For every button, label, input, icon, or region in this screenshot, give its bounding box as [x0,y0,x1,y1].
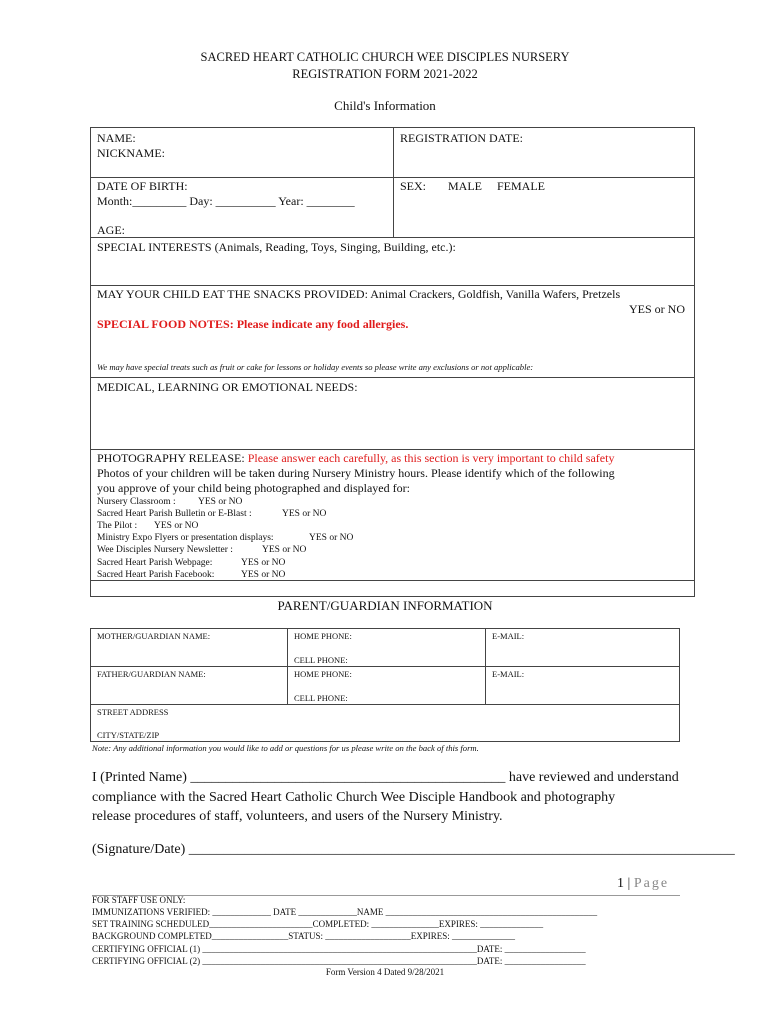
photo-release-heading [97,451,614,466]
snacks-yes-no[interactable]: YES or NO [629,302,685,316]
nickname-field[interactable]: NICKNAME: [97,146,165,160]
age-field[interactable]: AGE: [97,223,125,237]
mother-cell-phone-field[interactable]: CELL PHONE: [294,655,348,665]
sex-female-option[interactable]: FEMALE [497,179,545,193]
row-divider [90,285,695,286]
column-divider [485,628,486,704]
registration-date-field[interactable]: REGISTRATION DATE: [400,131,523,145]
page-separator: | [627,876,631,891]
city-state-zip-field[interactable]: CITY/STATE/ZIP [97,730,160,740]
form-version: Form Version 4 Dated 9/28/2021 [325,967,445,977]
street-address-field[interactable]: STREET ADDRESS [97,707,169,717]
photo-item-answer[interactable]: YES or NO [241,558,286,568]
photo-item: Wee Disciples Nursery Newsletter : [97,545,233,555]
row-divider [90,666,680,667]
printed-name-line[interactable]: I (Printed Name) _____________________________________________ have reviewed and understand [92,770,679,785]
photo-item-answer[interactable]: YES or NO [282,509,327,519]
column-divider [393,127,394,237]
staff-immunizations-line[interactable]: IMMUNIZATIONS VERIFIED: _____________ DATE _____________NAME _______________________________________________ [92,907,598,917]
column-divider [287,628,288,704]
row-divider [90,377,695,378]
mother-home-phone-field[interactable]: HOME PHONE: [294,631,352,641]
photo-item-answer[interactable]: YES or NO [309,533,354,543]
page-word: Page [633,876,670,891]
medical-needs-field[interactable]: MEDICAL, LEARNING OR EMOTIONAL NEEDS: [97,380,358,394]
staff-certifying-official-2[interactable]: CERTIFYING OFFICIAL (2) _____________________________________________________________DATE: __________________ [92,956,586,966]
snacks-question: MAY YOUR CHILD EAT THE SNACKS PROVIDED: Animal Crackers, Goldfish, Vanilla Wafers, Pretzels [97,287,621,301]
father-email-field[interactable]: E-MAIL: [492,669,525,679]
father-home-phone-field[interactable]: HOME PHONE: [294,669,352,679]
photo-item-answer[interactable]: YES or NO [262,545,307,555]
dob-label: DATE OF BIRTH: [97,179,188,193]
photo-item: Sacred Heart Parish Webpage: [97,558,213,568]
section-parent-info: PARENT/GUARDIAN INFORMATION [277,598,493,613]
photo-item: The Pilot : [97,521,138,531]
signature-date-line[interactable]: (Signature/Date) ______________________________________________________________________________ [92,842,735,857]
photo-release-warning: Please answer each carefully, as this section is very important to child safety [247,451,615,465]
photo-release-label: PHOTOGRAPHY RELEASE: [97,451,245,465]
form-title-line2: REGISTRATION FORM 2021-2022 [292,67,478,81]
mother-name-field[interactable]: MOTHER/GUARDIAN NAME: [97,631,211,641]
mother-email-field[interactable]: E-MAIL: [492,631,525,641]
parent-note: Note: Any additional information you would like to add or questions for us please write on the back of this form. [92,743,479,753]
row-divider [90,237,695,238]
row-divider [90,449,695,450]
staff-certifying-official-1[interactable]: CERTIFYING OFFICIAL (1) _____________________________________________________________DATE: __________________ [92,944,586,954]
photo-item: Sacred Heart Parish Bulletin or E-Blast : [97,509,252,519]
page-number-value: 1 [617,876,624,891]
name-field[interactable]: NAME: [97,131,136,145]
special-interests-field[interactable]: SPECIAL INTERESTS (Animals, Reading, Toys, Singing, Building, etc.): [97,240,456,254]
photo-item-answer[interactable]: YES or NO [241,570,286,580]
staff-training-line[interactable]: SET TRAINING SCHEDULED_______________________COMPLETED: _______________EXPIRES: ______________ [92,919,544,929]
staff-use-heading: FOR STAFF USE ONLY: [92,895,186,905]
father-name-field[interactable]: FATHER/GUARDIAN NAME: [97,669,206,679]
photo-item-answer[interactable]: YES or NO [198,497,243,507]
parent-info-table [90,628,680,742]
sex-label: SEX: [400,179,427,193]
agreement-text-2: compliance with the Sacred Heart Catholic Church Wee Disciple Handbook and photography [92,790,616,805]
photo-release-text-1: Photos of your children will be taken during Nursery Ministry hours. Please identify which of the following [97,466,615,480]
page-number [617,876,669,892]
row-divider [90,704,680,705]
treats-note: We may have special treats such as fruit or cake for lessons or holiday events so please write any exclusions or not applicable: [97,362,534,372]
dob-month-day-year[interactable]: Month:_________ Day: __________ Year: ________ [97,194,355,208]
father-cell-phone-field[interactable]: CELL PHONE: [294,693,348,703]
photo-item: Sacred Heart Parish Facebook: [97,570,215,580]
section-child-info: Child's Information [334,98,436,113]
agreement-text-3: release procedures of staff, volunteers, and users of the Nursery Ministry. [92,809,503,824]
staff-background-line[interactable]: BACKGROUND COMPLETED_________________STATUS: ___________________EXPIRES: ______________ [92,931,516,941]
photo-release-text-2: you approve of your child being photographed and displayed for: [97,481,410,495]
form-title-line1: SACRED HEART CATHOLIC CHURCH WEE DISCIPLES NURSERY [200,50,570,64]
photo-item: Nursery Classroom : [97,497,176,507]
photo-item-answer[interactable]: YES or NO [154,521,199,531]
special-food-notes: SPECIAL FOOD NOTES: Please indicate any food allergies. [97,317,409,331]
sex-male-option[interactable]: MALE [448,179,482,193]
photo-item: Ministry Expo Flyers or presentation displays: [97,533,274,543]
